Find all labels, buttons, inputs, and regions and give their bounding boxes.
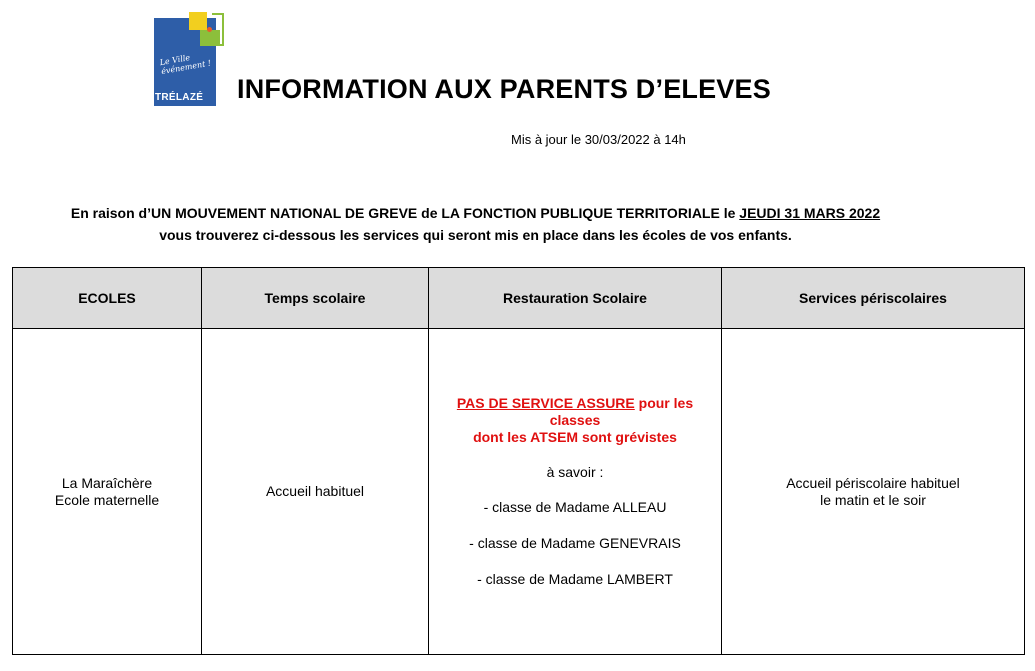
intro-text: En raison d’UN MOUVEMENT NATIONAL DE GREVE de LA FONCTION PUBLIQUE TERRITORIALE le xyxy=(70,205,740,221)
ecole-name: La Maraîchère xyxy=(61,474,153,491)
header-restauration: Restauration Scolaire xyxy=(429,268,722,329)
logo-frame xyxy=(212,13,224,46)
logo-city-name: TRÉLAZÉ xyxy=(155,92,204,103)
periscolaire-line-2: le matin et le soir xyxy=(820,491,926,508)
periscolaire-line-1: Accueil périscolaire habituel xyxy=(786,474,960,491)
logo-slogan: Le Ville événement ! xyxy=(158,53,212,77)
cell-temps-scolaire xyxy=(202,329,429,655)
class-list-item: - classe de Madame LAMBERT xyxy=(477,571,673,587)
class-list-item: - classe de Madame ALLEAU xyxy=(483,499,667,515)
update-timestamp: Mis à jour le 30/03/2022 à 14h xyxy=(511,132,686,147)
ecole-type: Ecole maternelle xyxy=(54,491,160,508)
logo-yellow-square xyxy=(189,12,207,30)
city-logo xyxy=(152,12,230,108)
a-savoir-label: à savoir : xyxy=(546,464,604,480)
header-temps-scolaire: Temps scolaire xyxy=(202,268,429,329)
table-header-row xyxy=(13,268,1025,329)
cell-ecole xyxy=(13,329,202,655)
warning-text-2: dont les ATSEM sont grévistes xyxy=(473,429,677,445)
strike-date: JEUDI 31 MARS 2022 xyxy=(739,205,881,221)
temps-scolaire-value: Accueil habituel xyxy=(265,483,365,499)
intro-line-2: vous trouverez ci-dessous les services qui seront mis en place dans les écoles de vos enfants. xyxy=(159,227,792,243)
intro-line-1 xyxy=(0,205,951,221)
page-title: INFORMATION AUX PARENTS D’ELEVES xyxy=(237,74,771,104)
cell-restauration xyxy=(429,329,722,655)
restauration-warning xyxy=(433,395,717,429)
no-service-label: PAS DE SERVICE ASSURE xyxy=(456,395,635,411)
warning-text-1: pour les classes xyxy=(549,395,694,428)
header-ecoles: ECOLES xyxy=(13,268,202,329)
services-table xyxy=(12,267,1025,655)
table-row xyxy=(13,329,1025,655)
cell-periscolaire xyxy=(722,329,1025,655)
header-periscolaire: Services périscolaires xyxy=(722,268,1025,329)
class-list-item: - classe de Madame GENEVRAIS xyxy=(469,535,681,551)
logo-dot xyxy=(207,27,212,32)
